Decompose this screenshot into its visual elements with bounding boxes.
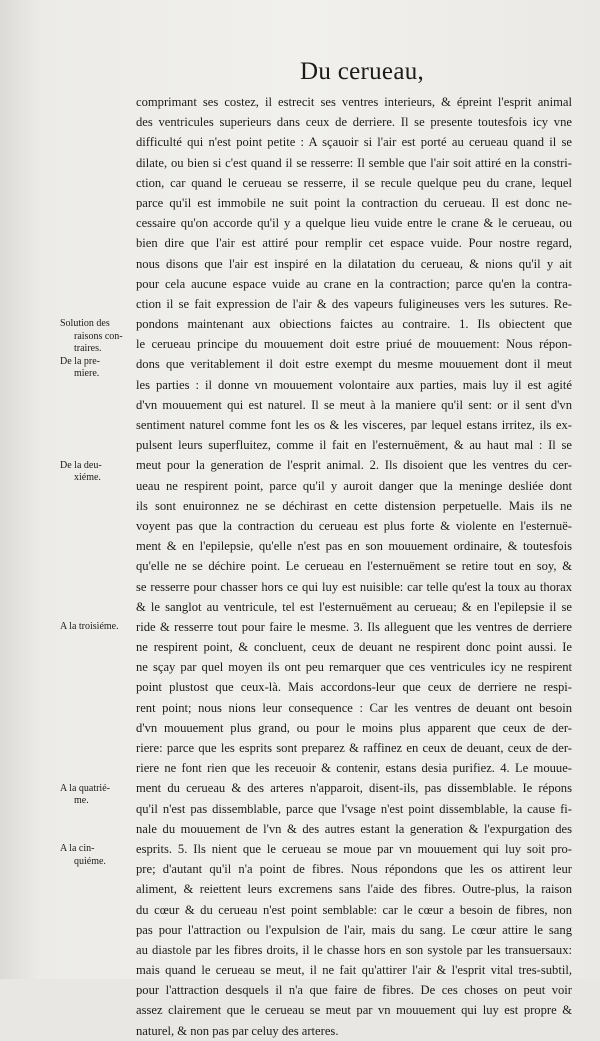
margin-note-line: Solution des (60, 318, 110, 330)
text-line: aliment, & reiettent leurs excremens sans l'aide des fibres. Outre-plus, la raison (136, 882, 572, 897)
margin-note (60, 843, 136, 868)
text-line: des ventricules superieurs dans ceux de derriere. Il se presente toutesfois icy vne (136, 115, 572, 130)
text-line: naturel, & non pas par celuy des arteres. (136, 1023, 339, 1038)
text-line: ils sont enuironnez ne se déchirast en cette distension perpetuelle. Mais ils ne (136, 498, 572, 513)
text-line: sentiment naturel comme font les os & les visceres, par lequel estans irritez, ils ex- (136, 418, 572, 432)
text-line: nous disons que l'air est inspiré en la dilatation du cerueau, & nions qu'il y ait (136, 256, 572, 271)
text-line: dons que veritablement il doit estre exempt du mesme mouuement dont il meut (136, 357, 572, 372)
text-line: comprimant ses costez, il estrecit ses ventres interieurs, & épreint l'esprit animal (136, 95, 572, 109)
text-line: ueau ne respirent point, parce qu'il y auroit danger que la meninge desliée dont (136, 478, 572, 493)
margin-note (60, 621, 136, 634)
margin-note (60, 318, 136, 381)
margin-note-line: me. (74, 795, 89, 807)
text-line: ction, car quand le cerueau se resserre, il se recule quelque peu du crane, lequel (136, 175, 572, 190)
text-line: se resserre pour chasser hors ce qui luy est nuisible: car telle qu'est la toux au thorax (136, 579, 572, 594)
text-line: d'vn mouuement plus grand, ou pour le moins plus apparent que ceux de der- (136, 720, 572, 735)
margin-note-line: xiéme. (74, 472, 101, 484)
text-line: nale du mouuement de l'vn & des autres estant la generation & l'expurgation des (136, 821, 572, 836)
text-line: & le sanglot au ventricule, tel est l'esternuëment au cerueau; & en l'epilepsie il se (136, 599, 572, 614)
text-line: voyent pas que la contraction du cerueau est plus forte & violente en l'esternuë- (136, 518, 572, 533)
text-line: du cœur & du cerueau n'est point semblable: car le cœur a besoin de fibres, non (136, 902, 572, 917)
margin-note-line: raisons con- (74, 330, 123, 342)
margin-note (60, 783, 136, 808)
text-line: bien dire que l'air est attiré pour remplir cet espace vuide. Pour nostre regard, (136, 236, 572, 251)
text-line: ne respirent point, & concluent, ceux de deuant ne respirent donc point aussi. Ie (136, 640, 572, 655)
text-line: pour cela aucune espace vuide au crane en la contraction; parce qu'en la contra- (136, 276, 572, 291)
text-line: pour l'attraction desquels il n'a que faire de fibres. De ces choses on peut voir (136, 983, 572, 998)
text-line: ride & resserre tout pour faire le mesme. 3. Ils alleguent que les ventres de derriere (136, 619, 572, 634)
running-head: Du cerueau, (300, 58, 425, 85)
margin-note-line: miere. (74, 368, 100, 380)
text-line: pondons maintenant aux obiections faictes au contraire. 1. Ils obiectent que (136, 317, 572, 332)
margin-note-line: traires. (74, 343, 102, 355)
text-line: le cerueau principe du mouuement doit estre priué de mouuement: Nous répon- (136, 337, 572, 352)
text-line: pulsent leurs superfluitez, comme il fait en l'esternuëment, & au haut mal : Il se (136, 438, 572, 453)
text-line: assez clairement que le cerueau se meut par vn mouuement qui luy est propre & (136, 1003, 572, 1018)
text-line: rent point; nous nions leur consequence : Car les ventres de deuant ont besoin (136, 700, 572, 715)
text-line: ne sçay par quel moyen ils ont peu remarquer que ces ventricules icy ne respirent (136, 660, 572, 675)
text-line: dilate, ou bien si c'est quand il se resserre: Il semble que l'air soit attiré en la constri- (136, 155, 572, 170)
margin-note-line: A la cin- (60, 843, 95, 855)
margin-note-line: De la deu- (60, 459, 102, 471)
text-line: ment & en l'epilepsie, qu'elle n'est pas en son mouuement ordinaire, & toutesfois (136, 539, 572, 554)
text-line: cessaire qu'on accorde qu'il y a quelque lieu vuide entre le crane & le cerueau, ou (136, 216, 572, 231)
text-line: riere ne font rien que les receuoir & contenir, estans desia purifiez. 4. Le mouue- (136, 761, 572, 776)
text-line: parce qu'il est immobile ne suit point la contraction du cerueau. Il est donc ne- (136, 195, 572, 210)
margin-note (60, 460, 136, 485)
margin-note-line: A la troisiéme. (60, 621, 119, 633)
margin-note-line: quiéme. (74, 855, 106, 867)
text-line: qu'elle ne se déchire point. Le cerueau en l'esternuëment se retire tout en soy, & (136, 559, 572, 574)
margin-note-line: A la quatrié- (60, 782, 110, 794)
text-line: point plustost que ceux-là. Mais accordons-leur que ceux de derriere ne respi- (136, 680, 572, 695)
text-line: meut pour la generation de l'esprit animal. 2. Ils disoient que les ventres du cer- (136, 458, 572, 473)
text-line: esprits. 5. Ils nient que le cerueau se moue par vn mouuement qui luy soit pro- (136, 841, 572, 856)
margin-note-line: De la pre- (60, 355, 100, 367)
text-line: pre; d'autant qu'il n'a point de fibres. Nous répondons que les os attirent leur (136, 862, 572, 877)
text-line: ction il se fait expression de l'air & des vapeurs fuligineuses vers les sutures. Re- (136, 296, 572, 311)
text-line: d'vn mouuement qui est naturel. Il se meut à la maniere qu'il sent: or il sent d'vn (136, 397, 572, 412)
main-text-block (136, 92, 572, 1041)
text-line: difficulté qui n'est point petite : A sçauoir si l'air est porté au cerueau quand il se (136, 135, 572, 150)
text-line: ment du cerueau & des arteres n'apparoit, disent-ils, pas dissemblable. Ie répons (136, 781, 572, 796)
text-line: qu'il n'est pas dissemblable, parce que l'vsage n'est point dissemblable, la cause fi- (136, 801, 572, 816)
text-line: les parties : il donne vn mouuement volontaire aux parties, mais luy il est agité (136, 377, 572, 392)
text-line: riere: parce que les esprits sont preparez & raffinez en ceux de deuant, ceux de der- (136, 741, 572, 755)
text-line: au diastole par les fibres droits, il le chasse hors en son systole par les transuersaux: (136, 942, 572, 957)
text-line: pas pour l'attraction ou l'expulsion de l'air, mais du sang. Le cœur attire le sang (136, 922, 572, 937)
text-line: mais quand le cerueau se meut, il ne fait qu'attirer l'air & l'esprit vital tres-subtil, (136, 963, 572, 978)
